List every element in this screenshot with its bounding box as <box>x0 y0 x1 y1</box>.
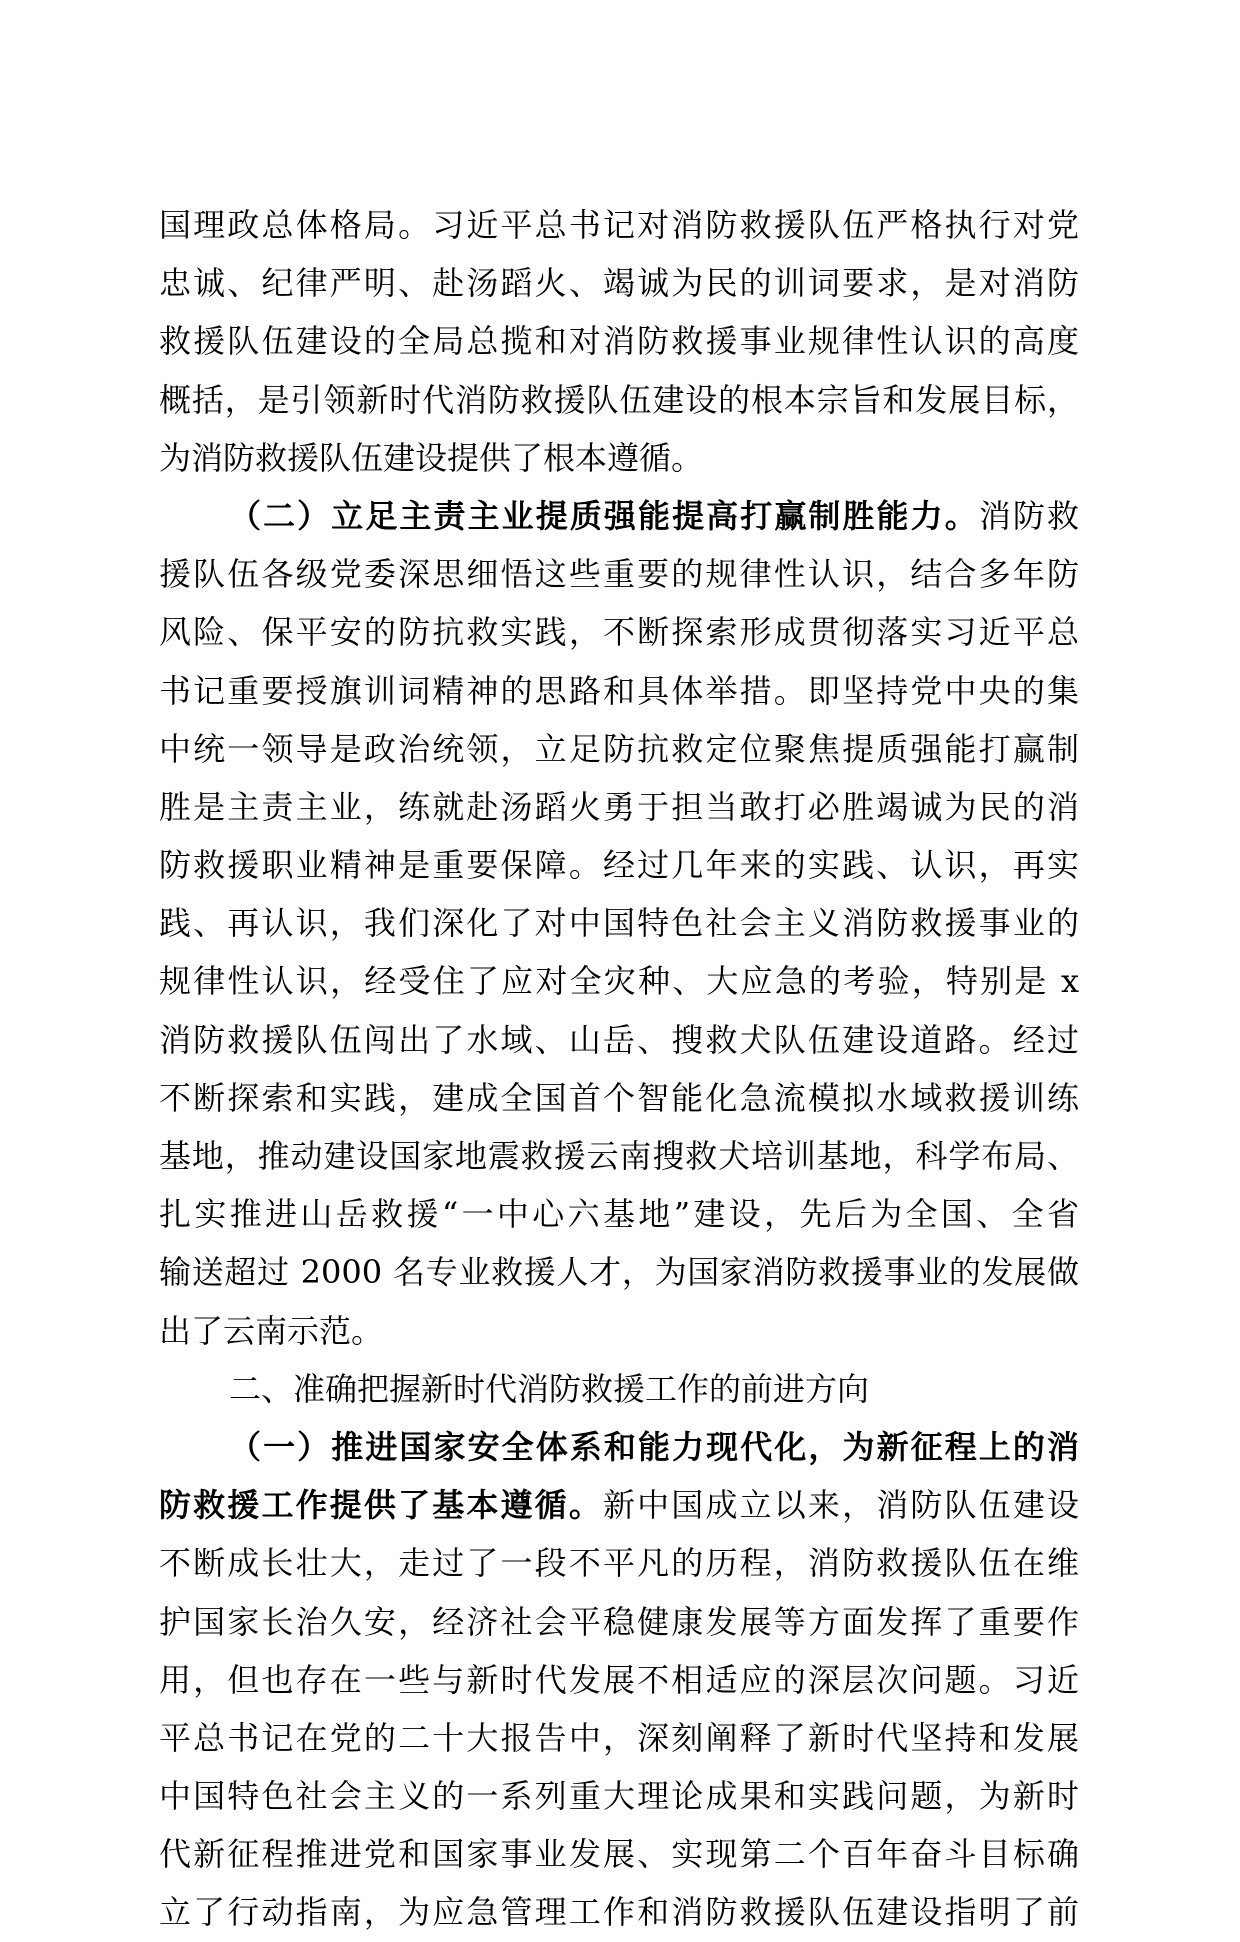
text-line: 基地，推动建设国家地震救援云南搜救犬培训基地，科学布局、 <box>159 1137 1079 1175</box>
paragraph-lead-rest: 消防救 <box>978 496 1079 535</box>
text-line: 概括，是引领新时代消防救援队伍建设的根本宗旨和发展目标， <box>159 380 1079 419</box>
section-heading: 二、准确把握新时代消防救援工作的前进方向 <box>229 1369 870 1408</box>
text-line: 不断成长壮大，走过了一段不平凡的历程，消防救援队伍在维 <box>159 1544 1079 1583</box>
text-line: 国理政总体格局。习近平总书记对消防救援队伍严格执行对党 <box>159 206 1079 244</box>
text-line: 书记重要授旗训词精神的思路和具体举措。即坚持党中央的集 <box>159 671 1079 710</box>
text-line: 防救援职业精神是重要保障。经过几年来的实践、认识，再实 <box>159 846 1079 885</box>
text-line: 输送超过 2000 名专业救援人才，为国家消防救援事业的发展做 <box>159 1253 1079 1292</box>
text-line: 扎实推进山岳救援“一中心六基地”建设，先后为全国、全省 <box>159 1195 1079 1234</box>
text-line: 中国特色社会主义的一系列重大理论成果和实践问题，为新时 <box>159 1777 1079 1816</box>
text-line: 不断探索和实践，建成全国首个智能化急流模拟水域救援训练 <box>159 1078 1079 1117</box>
text-line: 出了云南示范。 <box>159 1311 384 1350</box>
text-line: 护国家长治久安，经济社会平稳健康发展等方面发挥了重要作 <box>159 1602 1079 1641</box>
paragraph-lead-line: （一）推进国家安全体系和能力现代化，为新征程上的消 <box>229 1427 1079 1466</box>
text-line: 为消防救援队伍建设提供了根本遵循。 <box>159 438 704 477</box>
text-line: 援队伍各级党委深思细悟这些重要的规律性认识，结合多年防 <box>159 555 1079 594</box>
text-line: 用，但也存在一些与新时代发展不相适应的深层次问题。习近 <box>159 1660 1079 1699</box>
paragraph-lead-bold: 防救援工作提供了基本遵循。 <box>159 1486 603 1525</box>
text-line-mixed <box>159 1476 1079 1534</box>
text-line: 忠诚、纪律严明、赴汤蹈火、竭诚为民的训词要求，是对消防 <box>159 264 1079 303</box>
document-page <box>159 196 1079 1942</box>
text-line: 立了行动指南，为应急管理工作和消防救援队伍建设指明了前 <box>159 1893 1079 1932</box>
text-line: 平总书记在党的二十大报告中，深刻阐释了新时代坚持和发展 <box>159 1718 1079 1757</box>
text-line: 胜是主责主业，练就赴汤蹈火勇于担当敢打必胜竭诚为民的消 <box>159 787 1079 826</box>
paragraph-lead-bold: （二）立足主责主业提质强能提高打赢制胜能力。 <box>229 496 979 535</box>
text-line: 风险、保平安的防抗救实践，不断探索形成贯彻落实习近平总 <box>159 613 1079 652</box>
text-line: 中统一领导是政治统领，立足防抗救定位聚焦提质强能打赢制 <box>159 729 1079 768</box>
text-line: 规律性认识，经受住了应对全灾种、大应急的考验，特别是 x <box>159 962 1079 1001</box>
paragraph-lead-line <box>159 487 1079 545</box>
paragraph-lead-rest: 新中国成立以来，消防队伍建设 <box>603 1486 1079 1525</box>
text-line: 消防救援队伍闯出了水域、山岳、搜救犬队伍建设道路。经过 <box>159 1020 1079 1059</box>
text-line: 救援队伍建设的全局总揽和对消防救援事业规律性认识的高度 <box>159 322 1079 361</box>
text-line: 践、再认识，我们深化了对中国特色社会主义消防救援事业的 <box>159 904 1079 943</box>
text-line: 代新征程推进党和国家事业发展、实现第二个百年奋斗目标确 <box>159 1835 1079 1874</box>
